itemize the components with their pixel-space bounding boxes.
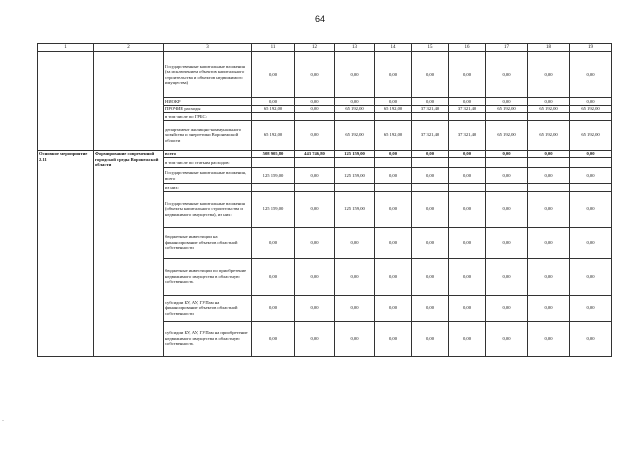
value-cell: 65 192,00 — [570, 120, 612, 150]
value-cell: 0,00 — [412, 191, 449, 227]
value-cell: 0,00 — [412, 98, 449, 106]
value-cell — [252, 158, 295, 168]
row-label: из них: — [164, 184, 252, 192]
value-cell: 0,00 — [486, 150, 528, 158]
row-label: департамент жилищно-коммунального хозяйства и энергетики Воронежской области — [164, 120, 252, 150]
empty-cell — [94, 52, 164, 151]
value-cell: 0,00 — [375, 258, 412, 295]
value-cell: 508 905,80 — [252, 150, 295, 158]
row-label: ПРОЧИЕ расходы — [164, 105, 252, 113]
value-cell: 0,00 — [375, 321, 412, 356]
column-header: 19 — [570, 44, 612, 52]
column-header: 1 — [38, 44, 94, 52]
value-cell: 0,00 — [486, 168, 528, 184]
value-cell: 0,00 — [375, 52, 412, 98]
event-name: Формирование современной городской среды Воронежской области — [94, 150, 164, 356]
value-cell: 0,00 — [570, 227, 612, 258]
value-cell: 0,00 — [375, 227, 412, 258]
value-cell: 65 192,00 — [335, 105, 375, 113]
value-cell: 0,00 — [335, 258, 375, 295]
value-cell: 65 192,00 — [486, 105, 528, 113]
value-cell — [486, 184, 528, 192]
value-cell — [335, 113, 375, 121]
row-label: в том числе по ГРБС: — [164, 113, 252, 121]
row-label: бюджетные инвестиции по приобретение недвижимого имущества в областную собственность — [164, 258, 252, 295]
page-number: 64 — [314, 14, 325, 24]
value-cell: 37 321,40 — [412, 120, 449, 150]
value-cell: 0,00 — [295, 321, 335, 356]
value-cell: 0,00 — [528, 258, 570, 295]
value-cell: 0,00 — [375, 98, 412, 106]
value-cell: 0,00 — [375, 168, 412, 184]
value-cell: 0,00 — [449, 150, 486, 158]
value-cell: 0,00 — [486, 98, 528, 106]
empty-cell — [38, 52, 94, 151]
value-cell: 0,00 — [570, 295, 612, 321]
value-cell: 0,00 — [570, 258, 612, 295]
value-cell: 0,00 — [528, 191, 570, 227]
value-cell — [252, 184, 295, 192]
value-cell — [486, 158, 528, 168]
value-cell: 0,00 — [295, 295, 335, 321]
value-cell: 0,00 — [295, 258, 335, 295]
value-cell — [528, 158, 570, 168]
value-cell: 0,00 — [486, 295, 528, 321]
value-cell: 65 192,00 — [335, 120, 375, 150]
value-cell: 0,00 — [486, 227, 528, 258]
value-cell: 125 159,00 — [252, 168, 295, 184]
row-label: Государственные капитальные вложения (объекты капитального строительства и недвижимого имущества), из них: — [164, 191, 252, 227]
value-cell — [528, 113, 570, 121]
value-cell — [412, 158, 449, 168]
row-label: всего — [164, 150, 252, 158]
row-label: субсидии БУ, АУ, ГУПам на приобретение недвижимого имущества в областную собственность — [164, 321, 252, 356]
value-cell: 0,00 — [295, 120, 335, 150]
value-cell: 0,00 — [375, 150, 412, 158]
header-row — [38, 44, 612, 52]
value-cell — [335, 184, 375, 192]
value-cell: 65 192,00 — [375, 120, 412, 150]
value-cell: 0,00 — [449, 191, 486, 227]
value-cell: 0,00 — [252, 295, 295, 321]
value-cell: 0,00 — [570, 191, 612, 227]
value-cell — [412, 184, 449, 192]
value-cell: 0,00 — [449, 321, 486, 356]
value-cell — [449, 113, 486, 121]
column-header: 11 — [252, 44, 295, 52]
margin-mark: · — [2, 418, 4, 424]
value-cell: 37 321,40 — [412, 105, 449, 113]
column-header: 16 — [449, 44, 486, 52]
value-cell: 0,00 — [528, 150, 570, 158]
value-cell — [295, 113, 335, 121]
value-cell — [375, 184, 412, 192]
value-cell — [528, 184, 570, 192]
value-cell: 0,00 — [412, 258, 449, 295]
value-cell: 0,00 — [486, 52, 528, 98]
value-cell: 0,00 — [528, 227, 570, 258]
column-header: 15 — [412, 44, 449, 52]
value-cell: 0,00 — [252, 52, 295, 98]
value-cell: 0,00 — [570, 321, 612, 356]
value-cell — [252, 113, 295, 121]
value-cell — [295, 158, 335, 168]
column-header: 2 — [94, 44, 164, 52]
value-cell: 0,00 — [412, 168, 449, 184]
value-cell: 125 159,00 — [335, 168, 375, 184]
value-cell: 65 192,00 — [486, 120, 528, 150]
value-cell: 0,00 — [486, 191, 528, 227]
column-header: 17 — [486, 44, 528, 52]
value-cell: 0,00 — [335, 321, 375, 356]
value-cell: 0,00 — [528, 98, 570, 106]
value-cell: 0,00 — [295, 105, 335, 113]
column-header: 13 — [335, 44, 375, 52]
value-cell: 0,00 — [252, 98, 295, 106]
value-cell: 0,00 — [375, 295, 412, 321]
value-cell: 0,00 — [570, 168, 612, 184]
value-cell — [570, 158, 612, 168]
value-cell — [412, 113, 449, 121]
row-label: НИОКР — [164, 98, 252, 106]
row-label: субсидии БУ, АУ, ГУПам на финансирование объектов областной собственности — [164, 295, 252, 321]
value-cell — [570, 113, 612, 121]
value-cell: 0,00 — [335, 295, 375, 321]
value-cell — [570, 184, 612, 192]
value-cell: 37 321,40 — [449, 120, 486, 150]
event-code: Основное мероприятие 2.11 — [38, 150, 94, 356]
row-label: Государственные капитальные вложения (за исключением объектов капитального строительства и объектов недвижимого имущества) — [164, 52, 252, 98]
value-cell: 0,00 — [412, 150, 449, 158]
value-cell: 0,00 — [335, 52, 375, 98]
value-cell: 0,00 — [335, 98, 375, 106]
row-label: бюджетные инвестиции на финансирование объектов областной собственности — [164, 227, 252, 258]
value-cell: 0,00 — [570, 52, 612, 98]
value-cell: 0,00 — [486, 258, 528, 295]
value-cell: 0,00 — [412, 295, 449, 321]
value-cell: 0,00 — [528, 168, 570, 184]
value-cell: 0,00 — [528, 52, 570, 98]
value-cell: 65 192,00 — [528, 105, 570, 113]
column-header: 12 — [295, 44, 335, 52]
value-cell: 0,00 — [449, 168, 486, 184]
row-label: в том числе по статьям расходов: — [164, 158, 252, 168]
value-cell — [375, 158, 412, 168]
value-cell: 65 192,00 — [528, 120, 570, 150]
value-cell: 0,00 — [252, 227, 295, 258]
value-cell: 0,00 — [449, 98, 486, 106]
value-cell — [295, 184, 335, 192]
value-cell: 0,00 — [528, 295, 570, 321]
value-cell: 125 159,00 — [335, 191, 375, 227]
value-cell: 0,00 — [570, 98, 612, 106]
column-header: 3 — [164, 44, 252, 52]
value-cell: 0,00 — [252, 258, 295, 295]
value-cell: 0,00 — [449, 258, 486, 295]
value-cell: 0,00 — [375, 191, 412, 227]
value-cell: 0,00 — [449, 227, 486, 258]
value-cell: 0,00 — [570, 150, 612, 158]
value-cell: 0,00 — [412, 52, 449, 98]
value-cell — [486, 113, 528, 121]
table-row — [38, 52, 612, 98]
value-cell — [375, 113, 412, 121]
value-cell: 0,00 — [295, 52, 335, 98]
column-header: 18 — [528, 44, 570, 52]
budget-table — [37, 43, 612, 357]
value-cell: 0,00 — [252, 321, 295, 356]
value-cell: 65 192,00 — [252, 105, 295, 113]
value-cell: 0,00 — [486, 321, 528, 356]
value-cell: 0,00 — [412, 227, 449, 258]
value-cell: 65 192,00 — [375, 105, 412, 113]
value-cell: 65 192,00 — [252, 120, 295, 150]
value-cell — [335, 158, 375, 168]
value-cell: 65 192,00 — [570, 105, 612, 113]
row-label: Государственные капитальные вложения, всего — [164, 168, 252, 184]
column-header: 14 — [375, 44, 412, 52]
value-cell: 443 746,80 — [295, 150, 335, 158]
value-cell: 0,00 — [412, 321, 449, 356]
value-cell: 0,00 — [295, 191, 335, 227]
value-cell: 0,00 — [449, 295, 486, 321]
value-cell — [449, 158, 486, 168]
value-cell — [449, 184, 486, 192]
value-cell: 125 159,00 — [335, 150, 375, 158]
value-cell: 0,00 — [295, 168, 335, 184]
value-cell: 125 159,00 — [252, 191, 295, 227]
value-cell: 0,00 — [295, 98, 335, 106]
value-cell: 0,00 — [335, 227, 375, 258]
value-cell: 0,00 — [295, 227, 335, 258]
value-cell: 37 321,40 — [449, 105, 486, 113]
table-row — [38, 150, 612, 158]
value-cell: 0,00 — [449, 52, 486, 98]
value-cell: 0,00 — [528, 321, 570, 356]
